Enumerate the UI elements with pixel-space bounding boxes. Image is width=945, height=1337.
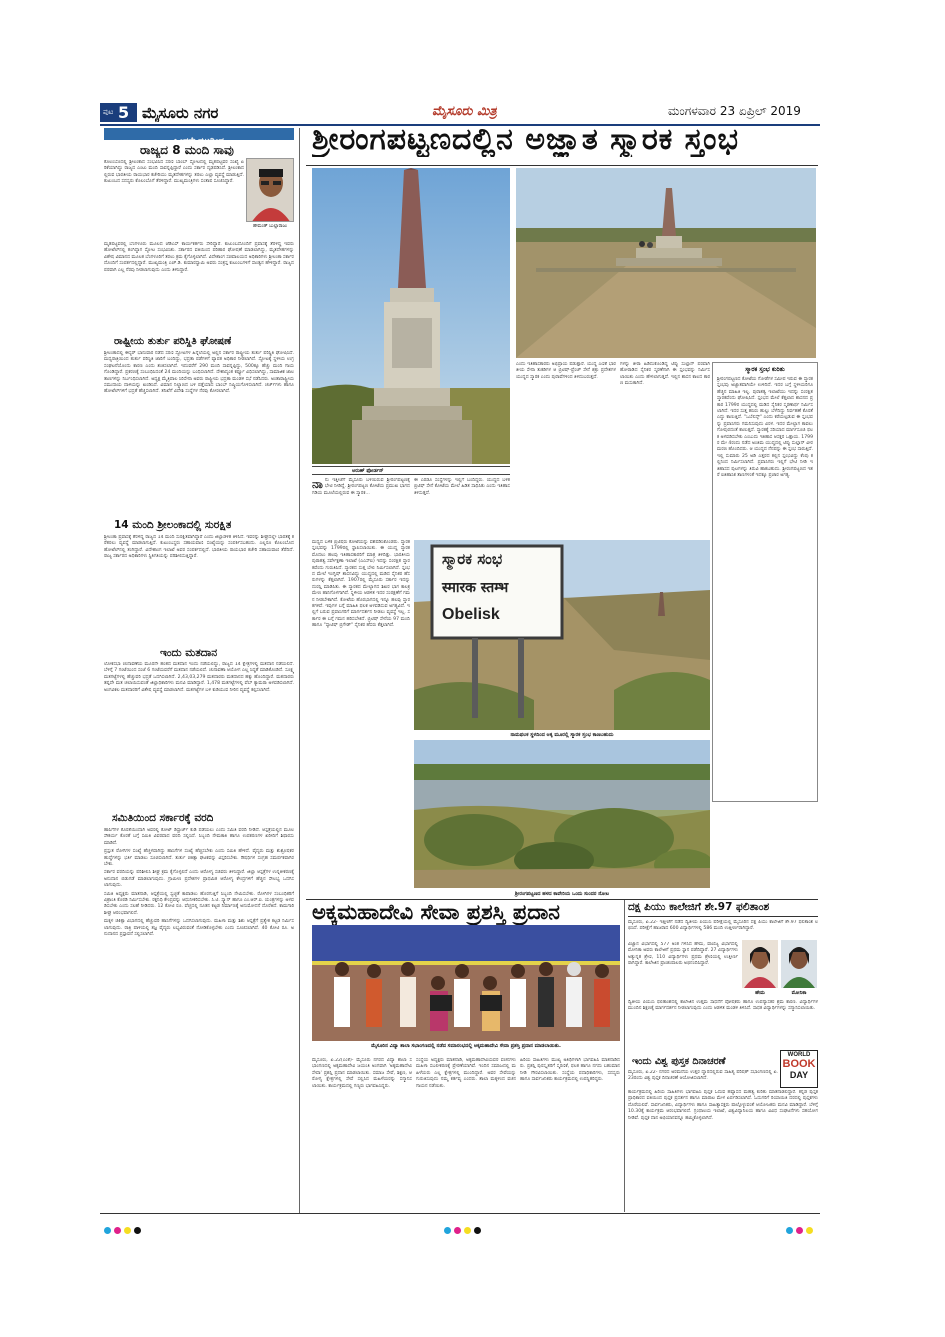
page-number-badge — [100, 103, 137, 122]
caption-river: ಶ್ರೀರಂಗಪಟ್ಟಣದ ಹಳದ ಕಾವೇರಿಯ ಒಂದು ಸುಂದರ ನೋಟ — [514, 891, 610, 897]
column-rule-left — [299, 128, 300, 1213]
masthead: ಮೈಸೂರು ಮಿತ್ರ — [432, 104, 497, 119]
akka-text-col3: ಹಿರಿಯ ಸಾಹಿತಿಗಳು ಮುಖ್ಯ ಅತಿಥಿಗಳಾಗಿ ಭಾಗವಹಿಸಿ ಮಾತನಾಡಿದರು. ಪ್ರಶಸ್ತಿ ಪುರಸ್ಕೃತರಿಗೆ ಸ್ಮರಣಿಕೆ, ಫಲಕ ಹಾಗೂ ನಗದು ಬಹುಮಾನ ನೀಡಿ ಗೌರವಿಸಲಾಯಿತು. ಸಂಸ್ಥೆಯ ಪದಾಧಿಕಾರಿಗಳು, ಸದಸ್ಯರು ಹಾಗೂ ಸಾರ್ವಜನಿಕರು ಕಾರ್ಯಕ್ರಮದಲ್ಲಿ ಉಪಸ್ಥಿತರಿದ್ದರು. — [520, 1058, 620, 1083]
akka-text-col2: ಸಂಸ್ಥೆಯ ಅಧ್ಯಕ್ಷರು ಮಾತನಾಡಿ, ಅಕ್ಕಮಹಾದೇವಿಯವರ ವಚನಗಳು ಮಹಿಳಾ ಸಬಲೀಕರಣಕ್ಕೆ ಪ್ರೇರಣೆಯಾಗಿವೆ. ಇಂದಿನ ಸಮಾಜದಲ್ಲಿ ಮಹಿಳೆಯರು ಎಲ್ಲ ಕ್ಷೇತ್ರಗಳಲ್ಲಿ ಮುಂದಿದ್ದಾರೆ. ಅವರ ಸೇವೆಯನ್ನು ಗುರುತಿಸುವುದು ನಮ್ಮ ಕರ್ತವ್ಯ ಎಂದರು. ಶಾಲಾ ಮಕ್ಕಳಿಂದ ವಚನ ಗಾಯನ ನಡೆಯಿತು. — [416, 1058, 516, 1089]
portrait-photo — [246, 158, 294, 222]
registration-mark-yellow-right — [806, 1227, 813, 1234]
badge-line-3: DAY — [789, 1070, 809, 1080]
registration-mark-yellow-mid — [464, 1227, 471, 1234]
continued-tag-label: ಒಂದನೇ ಪುಟದಿಂದ — [174, 136, 224, 145]
registration-mark-black-mid — [474, 1227, 481, 1234]
column-rule-akka — [624, 900, 625, 1212]
akka-text-col1: ಮೈಸೂರು, ಏ.22(ಎಂಕೆ)- ಮೈಸೂರು ನಗರದ ವಿದ್ಯಾ ಶಾಲಾ ಸಭಾಂಗಣದಲ್ಲಿ ಅಕ್ಕಮಹಾದೇವಿ ಜಯಂತಿ ಅಂಗವಾಗಿ 'ಅಕ್ಕಮಹಾದೇವಿ ಸೇವಾ' ಪ್ರಶಸ್ತಿ ಪ್ರದಾನ ಮಾಡಲಾಯಿತು. ಸಮಾಜ ಸೇವೆ, ಶಿಕ್ಷಣ, ಆರೋಗ್ಯ ಕ್ಷೇತ್ರಗಳಲ್ಲಿ ಸೇವೆ ಸಲ್ಲಿಸಿದ ಮಹಿಳೆಯರನ್ನು ಸನ್ಮಾನಿಸಲಾಯಿತು. ಕಾರ್ಯಕ್ರಮದಲ್ಲಿ ಗಣ್ಯರು ಭಾಗವಹಿಸಿದ್ದರು. — [312, 1058, 412, 1089]
book-day-title: ಇಂದು ವಿಶ್ವ ಪುಸ್ತಕ ದಿನಾಚರಣೆ — [632, 1056, 726, 1067]
daksha-rule — [628, 916, 818, 917]
headline-safe: 14 ಮಂದಿ ಶ್ರೀಲಂಕಾದಲ್ಲಿ ಸುರಕ್ಷಿತ — [114, 519, 232, 531]
page-number: 5 — [118, 103, 130, 122]
feature-text-col-1b: ಈ ಎರಡೂ ಸಂಸ್ಥೆಗಳನ್ನು ಇಲ್ಲಿಗೆ ಬಂದಿದ್ದರು. ಯುದ್ಧದ ಬಳಿಕ ಬ್ರಿಟಿಷ್ ಸೇನೆ ಕೋಟೆಯ ಮೇಲೆ ಹಿಡಿತ ಸಾಧಿಸಿತು ಎಂದು ಇತಿಹಾಸ ತಿಳಿಸುತ್ತದೆ. — [414, 478, 510, 496]
sign-line-hindi: स्मारक स्तम्भ — [442, 580, 509, 596]
caption-signboard: ನಾಮಫಲಕ ಸ್ಥಳದಿಂದ ಅಕ್ಕ ಮೂರಲ್ಲಿ ಸ್ಮಾರಕ ಸ್ತಂಭ ಕಾಣಬಹುದು — [510, 732, 614, 738]
book-day-text-2: ಕಾರ್ಯಕ್ರಮದಲ್ಲಿ ಹಿರಿಯ ಸಾಹಿತಿಗಳು ಭಾಗವಹಿಸಿ ಪುಸ್ತಕ ಓದುವ ಹವ್ಯಾಸದ ಮಹತ್ವ ಕುರಿತು ಮಾತನಾಡಲಿದ್ದಾರೆ. ಕನ್ನಡ ಪುಸ್ತಕ ಪ್ರಾಧಿಕಾರದ ವತಿಯಿಂದ ಪುಸ್ತಕ ಪ್ರದರ್ಶನ ಹಾಗೂ ಮಾರಾಟ ಮೇಳ ಏರ್ಪಡಿಸಲಾಗಿದೆ. ಓದುಗರಿಗೆ ರಿಯಾಯಿತಿ ದರದಲ್ಲಿ ಪುಸ್ತಕಗಳು ದೊರೆಯಲಿವೆ. ಸಾರ್ವಜನಿಕರು, ವಿದ್ಯಾರ್ಥಿಗಳು ಹಾಗೂ ಸಾಹಿತ್ಯಾಸಕ್ತರು ಪಾಲ್ಗೊಳ್ಳುವಂತೆ ಆಯೋಜಕರು ಮನವಿ ಮಾಡಿದ್ದಾರೆ. ಬೆಳಿಗ್ಗೆ 10.30ಕ್ಕೆ ಕಾರ್ಯಕ್ರಮ ಆರಂಭವಾಗಲಿದೆ. ಗ್ರಂಥಾಲಯ ಇಲಾಖೆ, ವಿಶ್ವವಿದ್ಯಾನಿಲಯ ಹಾಗೂ ವಿವಿಧ ಸಂಘಟನೆಗಳು ಸಹಯೋಗ ನೀಡಿವೆ. ಪುಸ್ತಕ ದಾನ ಅಭಿಯಾನವನ್ನೂ ಹಮ್ಮಿಕೊಳ್ಳಲಾಗಿದೆ. — [628, 1090, 818, 1121]
registration-mark-cyan-left — [104, 1227, 111, 1234]
article-committee-text: ಹಾಸಿಗೆಗಳ ಕೊರತೆಯಿಂದಾಗಿ ಅವರಲ್ಲಿ ಕೋಟ್ ಡಿಸ್ಚಾರ್ಜ್ ಕುಡಿ ಪಡೆಯಲು ಎಂದು ಸಮಿತಿ ವರದಿ ನೀಡಿದೆ. ಆಸ್ಪತ್ರೆಯಲ್ಲಿನ ಮೂಲಸೌಕರ್ಯ ಕೊರತೆ ಬಗ್ಗೆ ಸಮಿತಿ ವಿವರವಾದ ವರದಿ ಸಲ್ಲಿಸಿದೆ. ಸಿಬ್ಬಂದಿ ನೇಮಕಾತಿ ಹಾಗೂ ಉಪಕರಣಗಳ ಖರೀದಿಗೆ ಶಿಫಾರಸು ಮಾಡಿದೆ. ಪ್ರಸ್ತುತ ರೋಗಿಗಳ ಸಂಖ್ಯೆ ಹೆಚ್ಚಳವಾಗಿದ್ದು ಹಾಸಿಗೆಗಳ ಸಂಖ್ಯೆ ಹೆಚ್ಚಿಸಬೇಕು ಎಂದು ಸಮಿತಿ ಹೇಳಿದೆ. ವೈದ್ಯರು ಮತ್ತು ಶುಶ್ರೂಷಕರ ಹುದ್ದೆಗಳನ್ನು ಭರ್ತಿ ಮಾಡಲು ಸೂಚಿಸಲಾಗಿದೆ. ತುರ್ತು ಚಿಕಿತ್ಸಾ ಘಟಕವನ್ನು ವಿಸ್ತರಿಸಬೇಕು. ಔಷಧಿಗಳ ಸಂಗ್ರಹ ಸಮರ್ಪಕವಾಗಿರಬೇಕು. ಸರ್ಕಾರ ವರದಿಯನ್ನು ಪರಿಶೀಲಿಸಿ ಶೀಘ್ರ ಕ್ರಮ ಕೈಗೊಳ್ಳಲಿದೆ ಎಂದು ಆರೋಗ್ಯ ಸಚಿವರು ತಿಳಿಸಿದ್ದಾರೆ. ಜಿಲ್ಲಾ ಆಸ್ಪತ್ರೆಗಳ ಉನ್ನತೀಕರಣಕ್ಕೆ ಅನುದಾನ ಬಿಡುಗಡೆ ಮಾಡಲಾಗುವುದು. ಗ್ರಾಮೀಣ ಪ್ರದೇಶಗಳ ಪ್ರಾಥಮಿಕ ಆರೋಗ್ಯ ಕೇಂದ್ರಗಳಿಗೆ ಹೆಚ್ಚಿನ ಸೌಲಭ್ಯ ಒದಗಿಸಲಾಗುವುದು. ಸಮಿತಿ ಅಧ್ಯಕ್ಷರು ಮಾತನಾಡಿ, ಆಸ್ಪತ್ರೆಯಲ್ಲಿ ಸ್ವಚ್ಛತೆ ಕಾಪಾಡಲು ಹೊರಗುತ್ತಿಗೆ ಸಿಬ್ಬಂದಿ ನೇಮಿಸಬೇಕು. ರೋಗಿಗಳ ಸಂಬಂಧಿಕರಿಗೆ ವಿಶ್ರಾಂತಿ ಕೊಠಡಿ ನಿರ್ಮಿಸಬೇಕು. ರಕ್ತನಿಧಿ ಕೇಂದ್ರವನ್ನು ಆಧುನೀಕರಿಸಬೇಕು. ಸಿ.ಟಿ. ಸ್ಕ್ಯಾನ್ ಹಾಗೂ ಎಂ.ಆರ್.ಐ. ಯಂತ್ರಗಳನ್ನು ಅಳವಡಿಸಬೇಕು ಎಂದು ಸಲಹೆ ನೀಡಿದರು. 12 ಕೋಟಿ ರೂ. ವೆಚ್ಚದಲ್ಲಿ ನೂತನ ಕಟ್ಟಡ ನಿರ್ಮಾಣಕ್ಕೆ ಅನುಮೋದನೆ ದೊರೆತಿದೆ. ಕಾಮಗಾರಿ ಶೀಘ್ರ ಆರಂಭವಾಗಲಿದೆ. ಮಕ್ಕಳ ಚಿಕಿತ್ಸಾ ವಿಭಾಗದಲ್ಲಿ ಹೆಚ್ಚುವರಿ ಹಾಸಿಗೆಗಳನ್ನು ಒದಗಿಸಲಾಗುವುದು. ಮಹಿಳಾ ಮತ್ತು ಶಿಶು ಆಸ್ಪತ್ರೆಗೆ ಪ್ರತ್ಯೇಕ ಕಟ್ಟಡ ನಿರ್ಮಿಸಲಾಗುವುದು. ರಾತ್ರಿ ಪಾಳಿಯಲ್ಲಿ ತಜ್ಞ ವೈದ್ಯರು ಲಭ್ಯವಿರುವಂತೆ ನೋಡಿಕೊಳ್ಳಬೇಕು ಎಂದು ಸೂಚಿಸಲಾಗಿದೆ. 40 ಕೋಟಿ ರೂ. ಅನುದಾನದ ಪ್ರಸ್ತಾವನೆ ಸಲ್ಲಿಸಲಾಗಿದೆ. — [104, 828, 294, 938]
feature-text-col-3: ಗಳನ್ನು ತೀರಾ ಹಿಡಿದುಕೊಂಡಿದ್ದ ಟಿಪ್ಪು ಸುಲ್ತಾನ್ ಪರವಾಗಿ ಹೋರಾಡಿದ ಸೈನಿಕರ ಸ್ಮರಣೆಗಾಗಿ ಈ ಸ್ತಂಭವನ್ನು ನಿರ್ಮಿಸಲಾಯಿತು ಎಂದು ಹೇಳಲಾಗುತ್ತದೆ. ಇಲ್ಲಿನ ಶಾಸನ ಕಾಲದ ಕಾರಣ ಮಸುಕಾಗಿದೆ. — [620, 362, 710, 387]
badge-line-1: WORLD — [787, 1052, 811, 1058]
article-safe-text: ಶ್ರೀಲಂಕಾ ಪ್ರವಾಸಕ್ಕೆ ತೆರಳಿದ್ದ ರಾಜ್ಯದ 14 ಮಂದಿ ಸುರಕ್ಷಿತವಾಗಿದ್ದಾರೆ ಎಂದು ಜಿಲ್ಲಾಡಳಿತ ತಿಳಿಸಿದೆ. ಇವರನ್ನು ಶೀಘ್ರದಲ್ಲೇ ಭಾರತಕ್ಕೆ ಕರೆತರಲು ವ್ಯವಸ್ಥೆ ಮಾಡಲಾಗುತ್ತಿದೆ. ಕುಟುಂಬಸ್ಥರು ಸಹಾಯವಾಣಿ ಸಂಖ್ಯೆಯನ್ನು ಸಂಪರ್ಕಿಸಬಹುದು. ಎಲ್ಲರೂ ಕೊಲಂಬೊದ ಹೋಟೆಲ್‌ನಲ್ಲಿ ತಂಗಿದ್ದಾರೆ. ವಿದೇಶಾಂಗ ಇಲಾಖೆ ಅವರ ಸಂಪರ್ಕದಲ್ಲಿದೆ. ಭಾರತೀಯ ರಾಯಭಾರ ಕಚೇರಿ ಸಹಾಯವಾಣಿ ತೆರೆದಿದೆ. ರಾಜ್ಯ ಸರ್ಕಾರದ ಅಧಿಕಾರಿಗಳು ಸ್ಥಿತಿಗತಿಯನ್ನು ಪರಿಶೀಲಿಸುತ್ತಿದ್ದಾರೆ. — [104, 535, 294, 560]
feature-text-col-1c: ಮಧ್ಯದ ಬಳಿಕ ಬ್ರಿಟಿಷರು ಕೋಟೆಯನ್ನು ವಶಪಡಿಸಿಕೊಂಡರು. ಸ್ಮಾರಕ ಸ್ತಂಭವನ್ನು 1799ರಲ್ಲಿ ಸ್ಥಾಪಿಸಲಾಯಿತು. ಈ ಯುದ್ಧ ಸ್ಮಾರಕ ಮೊದಲು ಹಲವು ಇತಿಹಾಸಕಾರರಿಗೆ ಮಾತ್ರ ತಿಳಿದಿತ್ತು. ಭಾರತೀಯ ಪುರಾತತ್ವ ಸರ್ವೇಕ್ಷಣಾ ಇಲಾಖೆ (ಎಎಸ್‌ಐ) ಇದನ್ನು ಸಂರಕ್ಷಿತ ಸ್ಮಾರಕವೆಂದು ಗುರುತಿಸಿದೆ. ಸ್ಮಾರಕದ ಸುತ್ತ ಬೇಲಿ ನಿರ್ಮಿಸಲಾಗಿದೆ. ಸ್ತಂಭದ ಮೇಲೆ ಇಂಗ್ಲಿಷ್ ಶಾಸನವಿದ್ದು ಯುದ್ಧದಲ್ಲಿ ಮಡಿದ ಸೈನಿಕರ ಹೆಸರುಗಳನ್ನು ಕೆತ್ತಲಾಗಿದೆ. 1907ರಲ್ಲಿ ಮೈಸೂರು ಸರ್ಕಾರ ಇದನ್ನು ದುರಸ್ತಿ ಮಾಡಿಸಿತು. ಈ ಸ್ಮಾರಕದ ಮೇಲ್ಭಾಗದ ಶಿಖರ ಭಾಗ ಕಾಲಕ್ರಮೇಣ ಹಾನಿಗೊಳಗಾಗಿದೆ. ಸ್ಥಳೀಯ ಆಡಳಿತ ಇದರ ಸಂರಕ್ಷಣೆಗೆ ಗಮನ ನೀಡಬೇಕಾಗಿದೆ. ಕೋಟೆಯ ಹೊರಭಾಗದಲ್ಲಿ ಇನ್ನೂ ಹಲವು ಸ್ಮಾರಕಗಳಿವೆ. ಇವುಗಳ ಬಗ್ಗೆ ಮಾಹಿತಿ ಫಲಕ ಅಳವಡಿಸುವ ಅಗತ್ಯವಿದೆ. ಇಲ್ಲಿಗೆ ಬರುವ ಪ್ರವಾಸಿಗರಿಗೆ ಮಾರ್ಗದರ್ಶನ ನೀಡಲು ವ್ಯವಸ್ಥೆ ಇಲ್ಲ. ಸರ್ಕಾರ ಈ ಬಗ್ಗೆ ಗಮನ ಹರಿಸಬೇಕಿದೆ. ಬ್ರಿಟಿಷ್ ಸೇನೆಯ 97 ಮಂದಿ ಹಾಗೂ "ಸ್ಕಾಟಿಷ್ ಬ್ರಿಗೇಡ್" ಸೈನಿಕರ ಹೆಸರು ಕೆತ್ತಲಾಗಿದೆ. — [312, 540, 410, 629]
obelisk-photo-wide — [516, 168, 816, 358]
badge-line-2: BOOK — [782, 1058, 816, 1070]
info-box-title: ಸ್ಮಾರಕ ಸ್ತಂಭ ಕುರಿತು — [745, 366, 785, 373]
registration-mark-black-left — [134, 1227, 141, 1234]
daksha-text-b: ವಿಜ್ಞಾನ ವಿಭಾಗದಲ್ಲಿ 577 ಅಂಕ ಗಳಿಸಿದ ಹೇಮ, ವಾಣಿಜ್ಯ ವಿಭಾಗದಲ್ಲಿ ಮೋನಿಕಾ ಅವರು ಕಾಲೇಜಿಗೆ ಪ್ರಥಮ ಸ್ಥಾನ ಪಡೆದಿದ್ದಾರೆ. 27 ವಿದ್ಯಾರ್ಥಿಗಳು ಅತ್ಯುನ್ನತ ಶ್ರೇಣಿ, 110 ವಿದ್ಯಾರ್ಥಿಗಳು ಪ್ರಥಮ ಶ್ರೇಣಿಯಲ್ಲಿ ಉತ್ತೀರ್ಣರಾಗಿದ್ದಾರೆ. ಕಾಲೇಜಿನ ಪ್ರಾಂಶುಪಾಲರು ಅಭಿನಂದಿಸಿದ್ದಾರೆ. — [628, 942, 738, 967]
obelisk-photo-closeup — [312, 168, 510, 464]
info-box — [712, 362, 818, 802]
river-photo — [414, 740, 710, 888]
section-title: ಮೈಸೂರು ನಗರ — [142, 104, 219, 122]
student-photo-2 — [781, 940, 817, 988]
registration-mark-magenta-left — [114, 1227, 121, 1234]
feature-text-col-1a: ನಾನು ಇತ್ತೀಚೆಗೆ ಮೈಸೂರು ಬಳಿಯಿರುವ ಶ್ರೀರಂಗಪಟ್ಟಣಕ್ಕೆ ಭೇಟಿ ನೀಡಿದ್ದೆ. ಶ್ರೀರಂಗಪಟ್ಟಣ ಕೋಟೆಯ ಪ್ರಮುಖ ಭಾಗದ ಗಡಿಯ ಮೂಲೆಯಲ್ಲಿರುವ ಈ ಸ್ಮಾರಕ... — [312, 478, 410, 496]
page-word: ಪುಟ — [103, 108, 114, 116]
book-day-text: ಮೈಸೂರು, ಏ.22- ನಗರದ ಅರಮನೆಯ ಉತ್ತರ ದ್ವಾರದಲ್ಲಿರುವ ಸಾಹಿತ್ಯ ಪರಿಷತ್ ಸಭಾಂಗಣದಲ್ಲಿ ಏ.23ರಂದು ವಿಶ್ವ ಪುಸ್ತಕ ದಿನಾಚರಣೆ ಆಯೋಜಿಸಲಾಗಿದೆ. — [628, 1070, 778, 1082]
feature-title-rule — [306, 165, 818, 166]
headline-deaths: ರಾಜ್ಯದ 8 ಮಂದಿ ಸಾವು — [140, 143, 234, 157]
article-emergency-text: ಶ್ರೀಲಂಕಾದಲ್ಲಿ ಈಸ್ಟರ್ ಭಾನುವಾರ ನಡೆದ ಸರಣಿ ಸ್ಫೋಟಗಳ ಹಿನ್ನೆಲೆಯಲ್ಲಿ ಅಲ್ಲಿನ ಸರ್ಕಾರ ರಾಷ್ಟ್ರೀಯ ತುರ್ತು ಪರಿಸ್ಥಿತಿ ಘೋಷಿಸಿದೆ. ಮಧ್ಯರಾತ್ರಿಯಿಂದ ತುರ್ತು ಪರಿಸ್ಥಿತಿ ಜಾರಿಗೆ ಬಂದಿದ್ದು, ಭದ್ರತಾ ಪಡೆಗಳಿಗೆ ವ್ಯಾಪಕ ಅಧಿಕಾರ ನೀಡಲಾಗಿದೆ. ಸ್ಫೋಟಕ್ಕೆ ಸ್ಥಳೀಯ ಉಗ್ರ ಸಂಘಟನೆಯೊಂದು ಕಾರಣ ಎಂದು ಶಂಕಿಸಲಾಗಿದೆ. ಇದುವರೆಗೆ 290 ಮಂದಿ ಸಾವನ್ನಪ್ಪಿದ್ದು, 500ಕ್ಕೂ ಹೆಚ್ಚು ಮಂದಿ ಗಾಯಗೊಂಡಿದ್ದಾರೆ. ಪ್ರಕರಣಕ್ಕೆ ಸಂಬಂಧಿಸಿದಂತೆ 24 ಮಂದಿಯನ್ನು ಬಂಧಿಸಲಾಗಿದೆ. ದೇಶಾದ್ಯಂತ ಕರ್ಫ್ಯೂ ವಿಧಿಸಲಾಗಿದ್ದು, ಸಾಮಾಜಿಕ ಜಾಲತಾಣಗಳನ್ನು ನಿರ್ಬಂಧಿಸಲಾಗಿದೆ. ಅಧ್ಯಕ್ಷ ಮೈತ್ರಿಪಾಲ ಸಿರಿಸೇನಾ ಅವರು ರಾಷ್ಟ್ರೀಯ ಭದ್ರತಾ ಮಂಡಳಿ ಸಭೆ ನಡೆಸಿದರು. ಅಂತಾರಾಷ್ಟ್ರೀಯ ಸಮುದಾಯ ದಾಳಿಯನ್ನು ಖಂಡಿಸಿದೆ. ವಿಮಾನ ನಿಲ್ದಾಣದ ಬಳಿ ಪತ್ತೆಯಾದ ಬಾಂಬ್ ನಿಷ್ಕ್ರಿಯಗೊಳಿಸಲಾಗಿದೆ. ಚರ್ಚ್‌ಗಳು ಹಾಗೂ ಹೋಟೆಲ್‌ಗಳಿಗೆ ಭದ್ರತೆ ಹೆಚ್ಚಿಸಲಾಗಿದೆ. ತನಿಖೆಗೆ ವಿದೇಶಿ ಸಂಸ್ಥೆಗಳ ನೆರವು ಕೋರಲಾಗಿದೆ. — [104, 351, 294, 395]
feature-title: ಶ್ರೀರಂಗಪಟ್ಟಣದಲ್ಲಿನ ಅಜ್ಞಾತ ಸ್ಮಾರಕ ಸ್ತಂಭ — [312, 122, 739, 157]
headline-committee: ಸಮಿತಿಯಿಂದ ಸರ್ಕಾರಕ್ಕೆ ವರದಿ — [112, 812, 214, 824]
daksha-title: ದಕ್ಷ ಪಿಯು ಕಾಲೇಜಿಗೆ ಶೇ.97 ಫಲಿತಾಂಶ — [628, 901, 770, 913]
sign-line-kannada: ಸ್ಮಾರಕ ಸಂಭ — [442, 550, 503, 568]
daksha-text-a: ಮೈಸೂರು, ಏ.22- ಇತ್ತೀಚೆಗೆ ನಡೆದ ದ್ವಿತೀಯ ಪಿಯುಸಿ ಪರೀಕ್ಷೆಯಲ್ಲಿ ಮೈಸೂರಿನ ದಕ್ಷ ಪಿಯು ಕಾಲೇಜಿಗೆ ಶೇ.97 ಫಲಿತಾಂಶ ಲಭಿಸಿದೆ. ಪರೀಕ್ಷೆಗೆ ಹಾಜರಾದ 600 ವಿದ್ಯಾರ್ಥಿಗಳಲ್ಲಿ 586 ಮಂದಿ ಉತ್ತೀರ್ಣರಾಗಿದ್ದಾರೆ. — [628, 920, 818, 932]
feature-text-col-2: ಎಂದು ಇತಿಹಾಸಕಾರರು ಅಭಿಪ್ರಾಯ ಪಡುತ್ತಾರೆ. ಯುದ್ಧ ಎಣಿಕೆ ಭಾರತೀಯ ಸೇನಾ ತುಕಡಿಗಳ ಆ ಬ್ರಿಟಿಷ್-ಫ್ರೆಂಚ್ ಸೇನೆ ಶತ್ರು ಪ್ರದೇಶಗಳ ಯುದ್ಧದ ಸ್ಮಾರಕ ಎಂದು ಪುರಾವೆಗಳಿಂದ ತಿಳಿದುಬರುತ್ತದೆ. — [516, 362, 616, 380]
byline: ಅರುಣ್ ಫೋರ್ಡನ್ — [352, 468, 384, 474]
bottom-rule — [100, 1213, 820, 1214]
info-box-text: ಶ್ರೀರಂಗಪಟ್ಟಣದ ಕೋಟೆಯ ಗೋಡೆಗಳ ಸಮೀಪ ಇರುವ ಈ ಸ್ಮಾರಕ ಸ್ತಂಭವು ಅಜ್ಞಾತವಾಗಿಯೇ ಉಳಿದಿದೆ. ಇದರ ಬಗ್ಗೆ ಸ್ಥಳೀಯರಿಗೂ ಹೆಚ್ಚಿನ ಮಾಹಿತಿ ಇಲ್ಲ. ಪುರಾತತ್ವ ಇಲಾಖೆಯು ಇದನ್ನು ಸಂರಕ್ಷಿತ ಸ್ಮಾರಕವೆಂದು ಘೋಷಿಸಿದೆ. ಸ್ತಂಭದ ಮೇಲೆ ಕೆತ್ತಲಾದ ಶಾಸನದ ಪ್ರಕಾರ 1799ರ ಯುದ್ಧದಲ್ಲಿ ಮಡಿದ ಸೈನಿಕರ ಸ್ಮರಣಾರ್ಥ ನಿರ್ಮಿಸಲಾಗಿದೆ. ಇದರ ಸುತ್ತ ಹಸಿರು ಹುಲ್ಲು ಬೆಳೆದಿದ್ದು ನಿರ್ವಹಣೆ ಕೊರತೆ ಎದ್ದು ಕಾಣುತ್ತಿದೆ. "ಒಬೆಲಿಸ್ಕ್" ಎಂದು ಕರೆಯಲ್ಪಡುವ ಈ ಸ್ತಂಭವನ್ನು ಪ್ರವಾಸಿಗರು ಗಮನಿಸುವುದು ವಿರಳ. ಇದರ ಮೇಲ್ಭಾಗ ಕಾವಲು ಗೋಪುರದಂತೆ ಕಾಣುತ್ತದೆ. ಸ್ಮಾರಕಕ್ಕೆ ಸರಿಯಾದ ಮಾರ್ಗಸೂಚಿ ಫಲಕ ಅಳವಡಿಸಬೇಕು ಎಂಬುದು ಇತಿಹಾಸ ಆಸಕ್ತರ ಒತ್ತಾಯ. 1799ರ ಮೇ 4ರಂದು ನಡೆದ ಅಂತಿಮ ಯುದ್ಧದಲ್ಲಿ ಟಿಪ್ಪು ಸುಲ್ತಾನ್ ವೀರಮರಣ ಹೊಂದಿದರು. ಆ ಯುದ್ಧದ ನೆನಪನ್ನು ಈ ಸ್ತಂಭ ಸಾರುತ್ತಿದೆ. ಇಲ್ಲಿ ಸುಮಾರು 25 ಅಡಿ ಎತ್ತರದ ಕಲ್ಲಿನ ಸ್ತಂಭವಿದ್ದು ಕೆಂಪು ಕಲ್ಲಿನಿಂದ ನಿರ್ಮಿಸಲಾಗಿದೆ. ಪ್ರವಾಸಿಗರು ಇಲ್ಲಿಗೆ ಭೇಟಿ ನೀಡಿ ಇತಿಹಾಸದ ಪುಟಗಳನ್ನು ತಿರುವಿ ಹಾಕಬಹುದು. ಶ್ರೀರಂಗಪಟ್ಟಣದ ಇತರೆ ಐತಿಹಾಸಿಕ ತಾಣಗಳಂತೆ ಇದಕ್ಕೂ ಪ್ರಚಾರ ಅಗತ್ಯ. — [717, 377, 813, 479]
byline-bar — [312, 466, 510, 475]
continued-tag — [104, 128, 294, 145]
student-name-1: ಹೇಮ — [755, 990, 765, 996]
article-deaths-text-2: ಮೃತಪಟ್ಟವರಲ್ಲಿ ಬೆಂಗಳೂರು ಮೂಲದ ಜೆಡಿಎಸ್ ಕಾರ್ಯಕರ್ತರು ಸೇರಿದ್ದಾರೆ. ಕುಟುಂಬದೊಂದಿಗೆ ಪ್ರವಾಸಕ್ಕೆ ತೆರಳಿದ್ದ ಇವರು ಹೋಟೆಲ್‌ನಲ್ಲಿ ತಂಗಿದ್ದಾಗ ಸ್ಫೋಟ ಸಂಭವಿಸಿತು. ಸರ್ಕಾರದ ವತಿಯಿಂದ ಪರಿಹಾರ ಘೋಷಣೆ ಮಾಡಲಾಗಿದ್ದು, ಮೃತದೇಹಗಳನ್ನು ವಿಶೇಷ ವಿಮಾನದ ಮೂಲಕ ಬೆಂಗಳೂರಿಗೆ ತರಲು ಕ್ರಮ ಕೈಗೊಳ್ಳಲಾಗಿದೆ. ವಿದೇಶಾಂಗ ಸಚಿವಾಲಯದ ಅಧಿಕಾರಿಗಳು ಶ್ರೀಲಂಕಾ ಸರ್ಕಾರದೊಂದಿಗೆ ಸಂಪರ್ಕದಲ್ಲಿದ್ದಾರೆ. ಮುಖ್ಯಮಂತ್ರಿ ಎಚ್.ಡಿ. ಕುಮಾರಸ್ವಾಮಿ ಅವರು ಸಂತ್ರಸ್ತ ಕುಟುಂಬಗಳಿಗೆ ಸಾಂತ್ವನ ಹೇಳಿದ್ದಾರೆ. ರಾಜ್ಯದ ಪರವಾಗಿ ಎಲ್ಲ ನೆರವು ನೀಡಲಾಗುವುದು ಎಂದು ತಿಳಿಸಿದ್ದಾರೆ. — [104, 242, 294, 273]
registration-mark-cyan-right — [786, 1227, 793, 1234]
portrait-caption: ಹೇಮಂತ್ ಬುಲ್ಲಾರಾಜು — [252, 224, 288, 229]
issue-date: ಮಂಗಳವಾರ 23 ಏಪ್ರಿಲ್ 2019 — [668, 104, 801, 118]
award-ceremony-photo — [312, 925, 620, 1041]
article-voting-text: ಲೋಕಸಭಾ ಚುನಾವಣೆಯ ಮೂರನೇ ಹಂತದ ಮತದಾನ ಇಂದು ನಡೆಯಲಿದ್ದು, ರಾಜ್ಯದ 14 ಕ್ಷೇತ್ರಗಳಲ್ಲಿ ಮತದಾನ ನಡೆಯಲಿದೆ. ಬೆಳಿಗ್ಗೆ 7 ಗಂಟೆಯಿಂದ ಸಂಜೆ 6 ಗಂಟೆಯವರೆಗೆ ಮತದಾನ ನಡೆಯಲಿದೆ. ಚುನಾವಣಾ ಆಯೋಗ ಎಲ್ಲ ಸಿದ್ಧತೆ ಮಾಡಿಕೊಂಡಿದೆ. ಸೂಕ್ಷ್ಮ ಮತಗಟ್ಟೆಗಳಲ್ಲಿ ಹೆಚ್ಚುವರಿ ಭದ್ರತೆ ಒದಗಿಸಲಾಗಿದೆ. 2,43,03,279 ಮತದಾರರು ಮತದಾನದ ಹಕ್ಕು ಹೊಂದಿದ್ದಾರೆ. ಮತದಾರರು ತಪ್ಪದೇ ಮತ ಚಲಾಯಿಸುವಂತೆ ಜಿಲ್ಲಾಧಿಕಾರಿಗಳು ಮನವಿ ಮಾಡಿದ್ದಾರೆ. 1,478 ಮತಗಟ್ಟೆಗಳಲ್ಲಿ ವೆಬ್ ಕ್ಯಾಮರಾ ಅಳವಡಿಸಲಾಗಿದೆ. ಅಂಗವಿಕಲ ಮತದಾರರಿಗೆ ವಿಶೇಷ ವ್ಯವಸ್ಥೆ ಮಾಡಲಾಗಿದೆ. ಮತಗಟ್ಟೆಗಳ ಬಳಿ ಕುಡಿಯುವ ನೀರಿನ ವ್ಯವಸ್ಥೆ ಕಲ್ಪಿಸಲಾಗಿದೆ. — [104, 662, 294, 693]
registration-mark-cyan-mid — [444, 1227, 451, 1234]
daksha-text-c: ದ್ವಿತೀಯ ಪಿಯುಸಿ ಫಲಿತಾಂಶದಲ್ಲಿ ಕಾಲೇಜಿನ ಉತ್ತಮ ಸಾಧನೆಗೆ ಪೋಷಕರು ಹಾಗೂ ಉಪನ್ಯಾಸಕರ ಶ್ರಮ ಕಾರಣ. ವಿದ್ಯಾರ್ಥಿಗಳ ಮುಂದಿನ ಶಿಕ್ಷಣಕ್ಕೆ ಮಾರ್ಗದರ್ಶನ ನೀಡಲಾಗುವುದು ಎಂದು ಆಡಳಿತ ಮಂಡಳಿ ತಿಳಿಸಿದೆ. ಸಾಧಕ ವಿದ್ಯಾರ್ಥಿಗಳನ್ನು ಸನ್ಮಾನಿಸಲಾಯಿತು. — [628, 1000, 818, 1012]
akka-caption: ಮೈಸೂರಿನ ವಿದ್ಯಾ ಶಾಲಾ ಸಭಾಂಗಣದಲ್ಲಿ ನಡೆದ ಸಮಾರಂಭದಲ್ಲಿ ಅಕ್ಕಮಹಾದೇವಿ ಸೇವಾ ಪ್ರಶಸ್ತಿ ಪ್ರದಾನ ಮಾಡಲಾಯಿತು. — [371, 1043, 561, 1049]
headline-emergency: ರಾಷ್ಟ್ರೀಯ ತುರ್ತು ಪರಿಸ್ಥಿತಿ ಘೋಷಣೆ — [114, 336, 232, 347]
student-photo-1 — [742, 940, 778, 988]
article-deaths-text: ಕೊಲಂಬೊದಲ್ಲಿ ಶ್ರೀಲಂಕಾದ ಸಂಭವಿಸಿದ ಸರಣಿ ಬಾಂಬ್ ಸ್ಫೋಟದಲ್ಲಿ ಮೃತಪಟ್ಟವರ ಸಂಖ್ಯೆ ಏರಿಕೆಯಾಗಿದ್ದು ರಾಜ್ಯದ ಎಂಟು ಮಂದಿ ಸಾವನ್ನಪ್ಪಿದ್ದಾರೆ ಎಂದು ಸರ್ಕಾರ ದೃಢಪಡಿಸಿದೆ. ಶ್ರೀಲಂಕಾದಲ್ಲಿರುವ ಭಾರತೀಯ ರಾಯಭಾರ ಕಚೇರಿಯು ಮೃತದೇಹಗಳನ್ನು ತರಲು ಎಲ್ಲಾ ವ್ಯವಸ್ಥೆ ಮಾಡುತ್ತಿದೆ. ಕುಟುಂಬದ ಸದಸ್ಯರು ಕೊಲಂಬೊಗೆ ತೆರಳಿದ್ದಾರೆ. ಮುಖ್ಯಮಂತ್ರಿಗಳು ಸಂತಾಪ ಸೂಚಿಸಿದ್ದಾರೆ. — [104, 160, 244, 185]
headline-voting: ಇಂದು ಮತದಾನ — [160, 647, 218, 659]
registration-mark-yellow-left — [124, 1227, 131, 1234]
student-name-2: ಮೋನಿಕಾ — [791, 990, 807, 996]
akka-title: ಅಕ್ಕಮಹಾದೇವಿ ಸೇವಾ ಪ್ರಶಸ್ತಿ ಪ್ರದಾನ — [312, 900, 560, 924]
registration-mark-magenta-mid — [454, 1227, 461, 1234]
sign-line-english: Obelisk — [442, 606, 500, 623]
registration-mark-magenta-right — [796, 1227, 803, 1234]
signboard-photo — [414, 540, 710, 730]
world-book-day-badge — [780, 1050, 818, 1088]
